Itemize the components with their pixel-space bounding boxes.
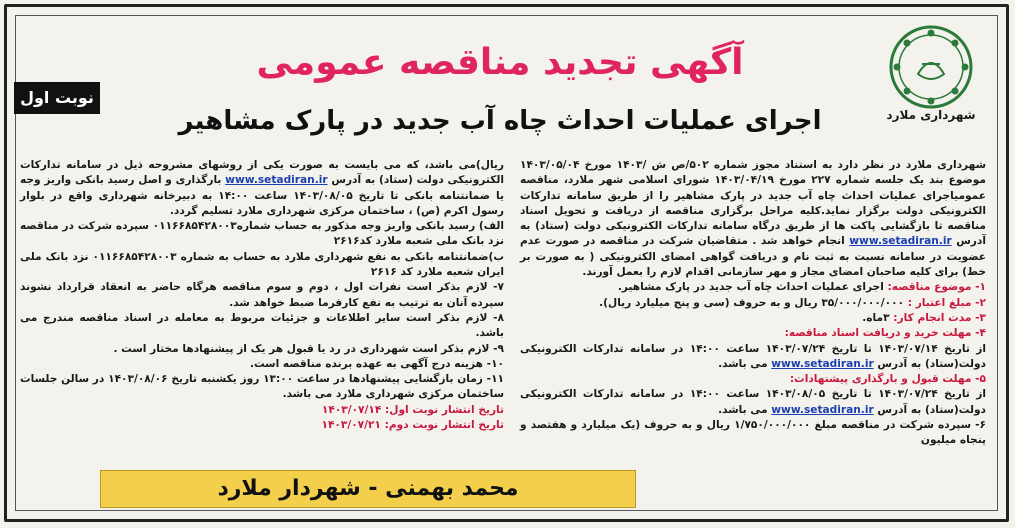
item-9: ۹- لازم بذکر است شهرداری در رد یا قبول هر یک از پیشنهادها مختار است .	[113, 342, 504, 355]
signature-box: محمد بهمنی - شهردار ملارد	[100, 470, 636, 508]
intro-paragraph	[520, 158, 986, 280]
deposit-tail: بارگذاری و اصل رسید بانکی واریز وجه یا ضمانتنامه بانکی تا تاریخ ۱۴۰۳/۰۸/۰۵ ساعت ۱۴:۰۰ به دبیرخانه شهرداری واقع در بلوار رسول اکرم (ص) ، ساختمان مرکزی شهرداری ملارد تسلیم گردد.	[20, 174, 504, 217]
item-5-label: ۵- مهلت قبول و بارگذاری پیشنهادات:	[789, 373, 986, 386]
item-3-text: ۳ماه.	[862, 311, 890, 324]
item-1-text: اجرای عملیات احداث چاه آب جدید در پارک مشاهیر.	[617, 281, 884, 294]
item-4	[520, 326, 986, 372]
item-11: ۱۱- زمان بازگشایی پیشنهادها در ساعت ۱۳:۰۰ روز یکشنبه تاریخ ۱۴۰۳/۰۸/۰۶ در سالن جلسات ساختمان مرکزی شهرداری ملارد می باشد.	[20, 373, 504, 401]
setad-link[interactable]: www.setadiran.ir	[849, 235, 952, 248]
page-subtitle: اجرای عملیات احداث چاه آب جدید در پارک مشاهیر	[178, 106, 822, 136]
deposit-link[interactable]: www.setadiran.ir	[225, 174, 328, 187]
deposit-paragraph	[20, 158, 504, 219]
deposit-text: ریال)می باشد، که می بایست به صورت یکی از روشهای مشروحه ذیل در سامانه تدارکات الکترونیکی دولت (ستاد) به آدرس	[20, 159, 504, 187]
item-7: ۷- لازم بذکر است نفرات اول ، دوم و سوم مناقصه هرگاه حاضر به انعقاد قرارداد نشوند سپرده آنان به ترتیب به نفع کارفرما ضبط خواهد شد.	[20, 281, 504, 309]
publish-date-first: تاریخ انتشار نوبت اول: ۱۴۰۳/۰۷/۱۴	[321, 403, 504, 416]
municipality-logo-icon	[888, 24, 974, 110]
intro-tail: انجام خواهد شد . متقاضیان شرکت در مناقصه در صورت عدم عضویت در سامانه نسبت به ثبت نام و دریافت گواهی امضای الکترونیکی ( به صورت بر خط) برای کلیه صاحبان امضای مجاز و مهر سازمانی اقدام لازم را بعمل آورند.	[520, 235, 986, 279]
municipality-logo	[875, 24, 987, 134]
item-4-link[interactable]: www.setadiran.ir	[771, 357, 874, 370]
page-title: آگهی تجدید مناقصه عمومی	[256, 42, 744, 83]
item-4-tail: می باشد.	[718, 357, 768, 370]
publication-round-badge: نوبت اول	[14, 82, 100, 114]
publish-date-second: تاریخ انتشار نوبت دوم: ۱۴۰۳/۰۷/۲۱	[321, 419, 504, 432]
item-8: ۸- لازم بذکر است سایر اطلاعات و جزئیات مربوط به معامله در اسناد مناقصه مندرج می باشد.	[20, 311, 504, 340]
item-5-tail: می باشد.	[718, 403, 768, 416]
item-4-text: از تاریخ ۱۴۰۳/۰۷/۱۴ تا تاریخ ۱۴۰۳/۰۷/۲۴ ساعت ۱۴:۰۰ در سامانه تدارکات الکترونیکی دولت(ستاد) به آدرس	[520, 342, 987, 370]
item-2-text: ۳۵/۰۰۰/۰۰۰/۰۰۰ ریال و به حروف (سی و پنج میلیارد ریال).	[599, 296, 905, 309]
item-1	[520, 280, 986, 295]
item-3	[520, 311, 986, 326]
item-5-link[interactable]: www.setadiran.ir	[771, 403, 874, 416]
item-1-label: ۱- موضوع مناقصه:	[887, 281, 986, 294]
item-5	[520, 372, 986, 418]
item-3-label: ۳- مدت انجام کار:	[893, 311, 986, 324]
item-2-label: ۲- مبلغ اعتبار :	[907, 296, 986, 309]
deposit-option-a: الف) رسید بانکی واریز وجه مذکور به حساب شماره۰۱۱۶۶۸۵۴۲۸۰۰۳ سپرده شرکت در مناقصه نزد بانک ملی شعبه ملارد کد۲۶۱۶	[20, 220, 504, 248]
logo-caption: شهرداری ملارد	[886, 108, 976, 122]
item-2	[520, 296, 986, 311]
item-6: ۶- سپرده شرکت در مناقصه مبلغ ۱/۷۵۰/۰۰۰/۰۰۰ ریال و به حروف (یک میلیارد و هفتصد و پنجاه میلیون	[520, 419, 987, 447]
right-column	[520, 158, 986, 449]
item-10: ۱۰- هزینه درج آگهی به عهده برنده مناقصه است.	[249, 357, 504, 370]
deposit-option-b: ب)ضمانتنامه بانکی به نفع شهرداری ملارد به حساب به شماره ۰۱۱۶۶۸۵۴۲۸۰۰۳ نزد بانک ملی ایران شعبه ملارد کد ۲۶۱۶	[20, 250, 504, 279]
intro-text: شهرداری ملارد در نظر دارد به استناد مجوز شماره ۵۰۲/ص ش /۱۴۰۳ مورخ ۱۴۰۳/۰۵/۰۴ موضوع بند یک جلسه شماره ۲۲۷ مورخ ۱۴۰۳/۰۴/۱۹ شورای اسلامی شهر ملارد، مناقصه عمومیاجرای عملیات احداث چاه آب جدید در پارک مشاهیر را از طریق سامانه تدارکات الکترونیکی دولت برگزار نماید.کلیه مراحل برگزاری مناقصه از دریافت و تحویل اسناد مناقصه تا بازگشایی پاکت ها از طریق درگاه سامانه تدارکات الکترونیکی دولت (ستاد) به آدرس	[520, 159, 987, 248]
item-5-text: از تاریخ ۱۴۰۳/۰۷/۲۴ تا تاریخ ۱۴۰۳/۰۸/۰۵ ساعت ۱۴:۰۰ در سامانه تدارکات الکترونیکی دولت(ستاد) به آدرس	[520, 388, 987, 416]
left-column	[20, 158, 504, 433]
item-4-label: ۴- مهلت خرید و دریافت اسناد مناقصه:	[784, 327, 986, 340]
